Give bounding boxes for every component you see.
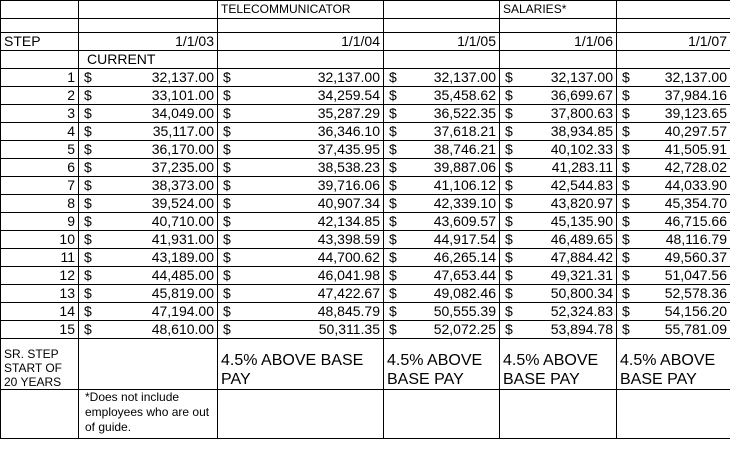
currency-symbol: $ — [389, 231, 397, 247]
salary-amount: 36,346.10 — [317, 123, 380, 139]
step-number: 2 — [1, 87, 79, 105]
salary-cell — [79, 267, 218, 285]
salary-amount: 35,117.00 — [152, 123, 214, 139]
salary-amount: 39,887.06 — [433, 159, 496, 175]
salary-amount: 45,135.90 — [550, 213, 613, 229]
salary-cell — [79, 231, 218, 249]
salary-amount: 47,422.67 — [317, 285, 380, 301]
currency-symbol: $ — [505, 105, 513, 121]
table-row — [1, 69, 730, 87]
currency-symbol: $ — [223, 249, 231, 265]
currency-symbol: $ — [505, 231, 513, 247]
currency-symbol: $ — [84, 177, 92, 193]
salary-amount: 39,524.00 — [151, 195, 214, 211]
salary-amount: 44,917.54 — [433, 231, 496, 247]
salary-amount: 34,259.54 — [317, 87, 380, 103]
date-header: 1/1/07 — [617, 33, 730, 51]
currency-symbol: $ — [389, 105, 397, 121]
title-left: TELECOMMUNICATOR — [218, 1, 384, 19]
currency-symbol: $ — [84, 249, 92, 265]
salary-amount: 32,137.00 — [550, 69, 613, 85]
salary-cell — [384, 249, 500, 267]
currency-symbol: $ — [223, 231, 231, 247]
table-row — [1, 231, 730, 249]
currency-symbol: $ — [389, 69, 397, 85]
table-row — [1, 267, 730, 285]
salary-amount: 32,137.00 — [151, 69, 214, 85]
currency-symbol: $ — [389, 249, 397, 265]
salary-amount: 39,716.06 — [317, 177, 380, 193]
salary-cell — [617, 213, 730, 231]
table-row — [1, 177, 730, 195]
salary-cell — [79, 285, 218, 303]
salary-amount: 44,033.90 — [664, 177, 727, 193]
salary-cell — [384, 123, 500, 141]
salary-amount: 32,137.00 — [317, 69, 380, 85]
step-number: 5 — [1, 141, 79, 159]
currency-symbol: $ — [622, 213, 630, 229]
senior-step-row — [1, 339, 730, 390]
salary-amount: 37,435.95 — [317, 141, 380, 157]
currency-symbol: $ — [389, 159, 397, 175]
currency-symbol: $ — [84, 303, 92, 319]
salary-cell — [500, 321, 617, 339]
currency-symbol: $ — [84, 285, 92, 301]
currency-symbol: $ — [505, 213, 513, 229]
currency-symbol: $ — [622, 105, 630, 121]
salary-cell — [218, 177, 384, 195]
currency-symbol: $ — [622, 69, 630, 85]
salary-amount: 36,522.35 — [433, 105, 496, 121]
salary-amount: 42,728.02 — [664, 159, 727, 175]
senior-step-note: 4.5% ABOVE BASE PAY — [218, 339, 384, 390]
salary-amount: 40,102.33 — [550, 141, 613, 157]
salary-amount: 44,700.62 — [317, 249, 380, 265]
date-header: 1/1/06 — [500, 33, 617, 51]
salary-cell — [617, 159, 730, 177]
spacer-row — [1, 19, 730, 33]
salary-cell — [218, 303, 384, 321]
salary-amount: 43,609.57 — [433, 213, 496, 229]
salary-cell — [500, 213, 617, 231]
step-number: 14 — [1, 303, 79, 321]
currency-symbol: $ — [84, 195, 92, 211]
salary-cell — [617, 249, 730, 267]
salary-amount: 38,538.23 — [317, 159, 380, 175]
currency-symbol: $ — [389, 195, 397, 211]
currency-symbol: $ — [505, 159, 513, 175]
salary-cell — [500, 231, 617, 249]
salary-cell — [79, 105, 218, 123]
salary-cell — [384, 177, 500, 195]
salary-cell — [500, 123, 617, 141]
salary-amount: 47,653.44 — [433, 267, 496, 283]
currency-symbol: $ — [389, 213, 397, 229]
salary-cell — [500, 249, 617, 267]
salary-amount: 42,544.83 — [550, 177, 613, 193]
step-number: 6 — [1, 159, 79, 177]
salary-cell — [218, 105, 384, 123]
salary-amount: 35,287.29 — [317, 105, 380, 121]
salary-amount: 55,781.09 — [664, 321, 727, 337]
currency-symbol: $ — [389, 141, 397, 157]
table-row — [1, 249, 730, 267]
salary-amount: 48,610.00 — [151, 321, 214, 337]
salary-cell — [384, 195, 500, 213]
salary-amount: 46,489.65 — [550, 231, 613, 247]
salary-amount: 37,800.63 — [550, 105, 613, 121]
salary-cell — [79, 141, 218, 159]
salary-cell — [384, 321, 500, 339]
salary-amount: 50,800.34 — [550, 285, 613, 301]
salary-cell — [218, 141, 384, 159]
salary-amount: 40,907.34 — [317, 195, 380, 211]
salary-cell — [500, 87, 617, 105]
salary-amount: 52,324.83 — [550, 303, 613, 319]
salary-cell — [79, 87, 218, 105]
salary-cell — [617, 231, 730, 249]
currency-symbol: $ — [622, 141, 630, 157]
salary-cell — [384, 303, 500, 321]
currency-symbol: $ — [622, 267, 630, 283]
currency-symbol: $ — [389, 267, 397, 283]
footnote-row — [1, 390, 730, 439]
salary-cell — [500, 195, 617, 213]
salary-cell — [79, 159, 218, 177]
salary-amount: 43,820.97 — [550, 195, 613, 211]
table-row — [1, 195, 730, 213]
salary-cell — [218, 285, 384, 303]
salary-amount: 45,354.70 — [664, 195, 727, 211]
currency-symbol: $ — [223, 69, 231, 85]
salary-cell — [617, 303, 730, 321]
current-label: CURRENT — [79, 51, 218, 69]
salary-amount: 41,283.11 — [551, 159, 613, 175]
salary-cell — [218, 231, 384, 249]
table-row — [1, 285, 730, 303]
salary-amount: 37,618.21 — [433, 123, 496, 139]
currency-symbol: $ — [505, 177, 513, 193]
salary-amount: 39,123.65 — [664, 105, 727, 121]
salary-amount: 41,505.91 — [664, 141, 727, 157]
currency-symbol: $ — [505, 69, 513, 85]
salary-amount: 46,265.14 — [433, 249, 496, 265]
table-row — [1, 303, 730, 321]
date-header: 1/1/05 — [384, 33, 500, 51]
currency-symbol: $ — [223, 267, 231, 283]
salary-cell — [384, 231, 500, 249]
salary-amount: 33,101.00 — [151, 87, 214, 103]
salary-amount: 42,339.10 — [433, 195, 496, 211]
salary-cell — [384, 285, 500, 303]
senior-step-note: 4.5% ABOVE BASE PAY — [500, 339, 617, 390]
salary-cell — [617, 123, 730, 141]
salary-cell — [79, 195, 218, 213]
table-row — [1, 105, 730, 123]
currency-symbol: $ — [223, 213, 231, 229]
salary-amount: 41,931.00 — [151, 231, 214, 247]
salary-amount: 52,578.36 — [664, 285, 727, 301]
currency-symbol: $ — [223, 123, 231, 139]
salary-cell — [384, 69, 500, 87]
step-number: 4 — [1, 123, 79, 141]
footnote: *Does not include employees who are out of guide. — [79, 390, 218, 439]
salary-cell — [218, 321, 384, 339]
salary-cell — [79, 303, 218, 321]
currency-symbol: $ — [389, 285, 397, 301]
salary-amount: 45,819.00 — [151, 285, 214, 301]
currency-symbol: $ — [84, 213, 92, 229]
currency-symbol: $ — [84, 159, 92, 175]
salary-cell — [384, 159, 500, 177]
salary-cell — [500, 105, 617, 123]
currency-symbol: $ — [84, 69, 92, 85]
salary-cell — [500, 141, 617, 159]
currency-symbol: $ — [505, 267, 513, 283]
salary-cell — [79, 249, 218, 267]
currency-symbol: $ — [622, 177, 630, 193]
salary-amount: 43,398.59 — [317, 231, 380, 247]
currency-symbol: $ — [84, 267, 92, 283]
salary-amount: 32,137.00 — [433, 69, 496, 85]
step-number: 3 — [1, 105, 79, 123]
salary-cell — [384, 213, 500, 231]
salary-amount: 48,845.79 — [317, 303, 380, 319]
currency-symbol: $ — [505, 141, 513, 157]
salary-cell — [79, 177, 218, 195]
senior-step-note: 4.5% ABOVE BASE PAY — [384, 339, 500, 390]
salary-cell — [79, 69, 218, 87]
salary-amount: 38,373.00 — [151, 177, 214, 193]
salary-cell — [218, 87, 384, 105]
table-row — [1, 141, 730, 159]
salary-cell — [218, 213, 384, 231]
currency-symbol: $ — [389, 87, 397, 103]
salary-cell — [500, 267, 617, 285]
salary-cell — [384, 141, 500, 159]
senior-step-label: SR. STEP START OF 20 YEARS — [1, 339, 79, 390]
step-number: 12 — [1, 267, 79, 285]
currency-symbol: $ — [84, 123, 92, 139]
salary-amount: 36,170.00 — [151, 141, 214, 157]
salary-cell — [79, 123, 218, 141]
date-header: 1/1/03 — [79, 33, 218, 51]
salary-amount: 48,116.79 — [665, 231, 727, 247]
salary-amount: 38,934.85 — [550, 123, 613, 139]
salary-amount: 47,884.42 — [550, 249, 613, 265]
salary-cell — [79, 213, 218, 231]
currency-symbol: $ — [505, 321, 513, 337]
step-number: 7 — [1, 177, 79, 195]
salary-amount: 47,194.00 — [151, 303, 214, 319]
salary-amount: 49,321.31 — [550, 267, 613, 283]
step-number: 15 — [1, 321, 79, 339]
salary-amount: 49,082.46 — [433, 285, 496, 301]
salary-cell — [384, 87, 500, 105]
table-row — [1, 321, 730, 339]
salary-amount: 53,894.78 — [550, 321, 613, 337]
salary-cell — [500, 159, 617, 177]
currency-symbol: $ — [622, 231, 630, 247]
salary-amount: 32,137.00 — [664, 69, 727, 85]
table-row — [1, 123, 730, 141]
salary-cell — [384, 105, 500, 123]
salary-amount: 46,715.66 — [664, 213, 727, 229]
salary-cell — [617, 87, 730, 105]
salary-amount: 41,106.12 — [433, 177, 496, 193]
salary-cell — [218, 195, 384, 213]
salary-amount: 54,156.20 — [664, 303, 727, 319]
salary-cell — [500, 303, 617, 321]
salary-cell — [500, 69, 617, 87]
salary-amount: 49,560.37 — [664, 249, 727, 265]
salary-cell — [79, 321, 218, 339]
salary-amount: 35,458.62 — [433, 87, 496, 103]
currency-symbol: $ — [389, 123, 397, 139]
salary-amount: 36,699.67 — [550, 87, 613, 103]
title-right: SALARIES* — [500, 1, 617, 19]
step-number: 8 — [1, 195, 79, 213]
salary-amount: 43,189.00 — [151, 249, 214, 265]
currency-symbol: $ — [505, 195, 513, 211]
salary-amount: 40,297.57 — [664, 123, 727, 139]
currency-symbol: $ — [505, 285, 513, 301]
currency-symbol: $ — [223, 87, 231, 103]
currency-symbol: $ — [622, 87, 630, 103]
salary-cell — [218, 69, 384, 87]
currency-symbol: $ — [389, 321, 397, 337]
currency-symbol: $ — [223, 195, 231, 211]
step-label: STEP — [1, 33, 79, 51]
currency-symbol: $ — [84, 141, 92, 157]
salary-amount: 40,710.00 — [151, 213, 214, 229]
step-number: 13 — [1, 285, 79, 303]
salary-amount: 46,041.98 — [317, 267, 380, 283]
currency-symbol: $ — [622, 321, 630, 337]
currency-symbol: $ — [622, 159, 630, 175]
currency-symbol: $ — [622, 123, 630, 139]
salary-amount: 50,311.35 — [318, 321, 380, 337]
currency-symbol: $ — [223, 105, 231, 121]
currency-symbol: $ — [622, 195, 630, 211]
salary-amount: 42,134.85 — [317, 213, 380, 229]
salary-amount: 37,235.00 — [151, 159, 214, 175]
current-row — [1, 51, 730, 69]
salary-cell — [617, 195, 730, 213]
currency-symbol: $ — [84, 87, 92, 103]
salary-amount: 44,485.00 — [151, 267, 214, 283]
currency-symbol: $ — [622, 285, 630, 301]
salary-amount: 38,746.21 — [433, 141, 496, 157]
step-number: 10 — [1, 231, 79, 249]
salary-cell — [500, 285, 617, 303]
date-header-row — [1, 33, 730, 51]
top-blank-row — [1, 1, 730, 19]
currency-symbol: $ — [505, 249, 513, 265]
currency-symbol: $ — [223, 285, 231, 301]
currency-symbol: $ — [223, 177, 231, 193]
currency-symbol: $ — [223, 321, 231, 337]
table-row — [1, 87, 730, 105]
salary-cell — [617, 105, 730, 123]
salary-cell — [218, 249, 384, 267]
salary-cell — [218, 123, 384, 141]
currency-symbol: $ — [223, 303, 231, 319]
currency-symbol: $ — [389, 303, 397, 319]
currency-symbol: $ — [505, 87, 513, 103]
currency-symbol: $ — [223, 141, 231, 157]
currency-symbol: $ — [622, 303, 630, 319]
salary-amount: 52,072.25 — [433, 321, 496, 337]
salary-amount: 51,047.56 — [664, 267, 727, 283]
salary-amount: 34,049.00 — [151, 105, 214, 121]
salary-cell — [500, 177, 617, 195]
salary-cell — [617, 285, 730, 303]
table-row — [1, 159, 730, 177]
salary-amount: 50,555.39 — [433, 303, 496, 319]
senior-step-note: 4.5% ABOVE BASE PAY — [617, 339, 730, 390]
currency-symbol: $ — [505, 123, 513, 139]
salary-amount: 37,984.16 — [664, 87, 727, 103]
currency-symbol: $ — [389, 177, 397, 193]
salary-cell — [617, 69, 730, 87]
step-number: 11 — [1, 249, 79, 267]
currency-symbol: $ — [622, 249, 630, 265]
table-row — [1, 213, 730, 231]
date-header: 1/1/04 — [218, 33, 384, 51]
salary-cell — [617, 177, 730, 195]
currency-symbol: $ — [505, 303, 513, 319]
salary-cell — [617, 141, 730, 159]
currency-symbol: $ — [84, 231, 92, 247]
salary-cell — [384, 267, 500, 285]
salary-cell — [617, 321, 730, 339]
step-number: 9 — [1, 213, 79, 231]
salary-cell — [218, 267, 384, 285]
currency-symbol: $ — [84, 321, 92, 337]
salary-cell — [617, 267, 730, 285]
currency-symbol: $ — [84, 105, 92, 121]
currency-symbol: $ — [223, 159, 231, 175]
salary-cell — [218, 159, 384, 177]
step-number: 1 — [1, 69, 79, 87]
